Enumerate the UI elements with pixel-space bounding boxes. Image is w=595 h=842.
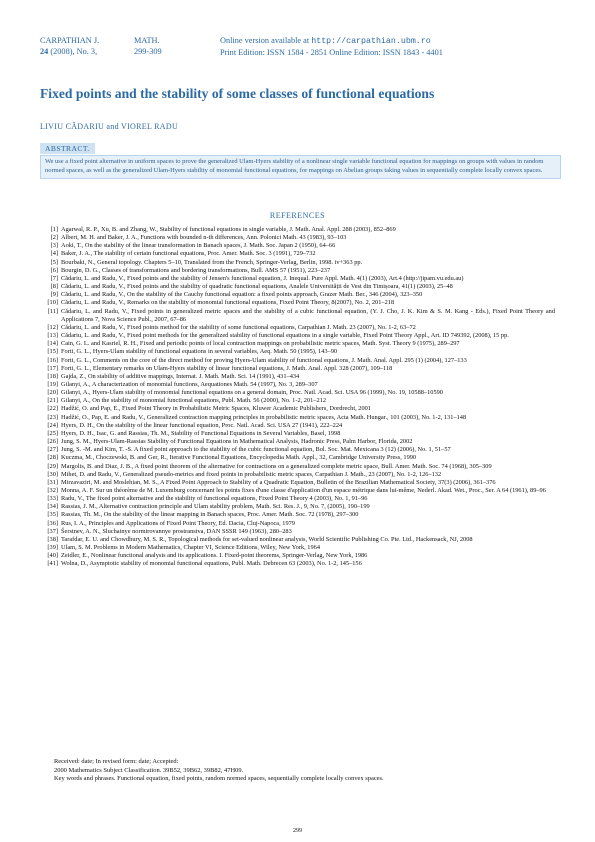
reference-number: [17] (47, 364, 58, 372)
reference-number: [24] (47, 421, 58, 429)
reference-text: Rassias, Th. M., On the stability of the linear mapping in Banach spaces, Proc. Amer. Math. Soc. 72 (1978), 297–300 (61, 511, 359, 519)
paper-authors: LIVIU CĂDARIU and VIOREL RADU (40, 122, 179, 131)
reference-text: Margolis, B. and Diaz, J. B., A fixed point theorem of the alternative for contractions on a generalized complete metric space, Bull. Amer. Math. Soc. 74 (1968), 305–309 (61, 462, 492, 470)
reference-item (40, 357, 555, 365)
reference-item (40, 536, 555, 544)
reference-text: Forti, G. L., Hyers-Ulam stability of functional equations in several variables, Aeq. Math. 50 (1995), 143–90 (61, 348, 338, 356)
online-url-link[interactable]: http://carpathian.ubm.ro (311, 37, 431, 46)
reference-item (40, 324, 555, 332)
reference-text: Cădariu, L. and Radu, V., Fixed points and the stability of quadratic functional equations, Analele Universității de Vest din Timișoara, 41(1) (2003), 25–48 (61, 283, 453, 291)
reference-number: [34] (47, 503, 58, 511)
keywords-line: Key words and phrases. Functional equation, fixed points, random normed spaces, sequentially complete locally convex spaces. (54, 775, 384, 782)
reference-number: [1] (50, 226, 58, 233)
reference-item (40, 528, 555, 536)
msc-line: 2000 Mathematics Subject Classification. 39B52, 39B62, 39B82, 47H09. (54, 766, 244, 774)
reference-text: Bourgin, D. G., Classes of transformations and bordering transformations, Bull. AMS 57 (1951), 223–237 (61, 266, 331, 274)
reference-number: [39] (47, 544, 58, 552)
reference-number: [37] (47, 527, 58, 535)
reference-number: [30] (47, 470, 58, 478)
reference-text: Gilanyi, A., Hyers-Ulam stability of monomial functional equations on a general domain, Proc. Natl. Acad. Sci. USA 96 (1999), No. 19, 10588–10590 (61, 389, 443, 397)
reference-number: [19] (47, 380, 58, 388)
references-list (40, 226, 555, 569)
journal-math: MATH. (134, 36, 160, 45)
reference-item (40, 520, 555, 528)
reference-item (40, 405, 555, 413)
reference-text: Hyers, D. H., On the stability of the linear functional equation, Proc. Natl. Acad. Sci. USA 27 (1941), 222–224 (61, 421, 343, 429)
reference-number: [18] (47, 372, 58, 380)
reference-number: [11] (47, 307, 58, 315)
reference-text: Jung, S. -M. and Kim, T. -S. A fixed point approach to the stability of the cubic functional equation, Bol. Soc. Mat. Mexicana 3 (12) (2006), No. 1, 51–57 (61, 446, 451, 454)
reference-text: Rassias, J. M., Alternative contraction principle and Ulam stability problem, Math. Sci. Res. J., 9, No. 7, (2005), 190–199 (61, 503, 370, 511)
reference-text: Bourbaki, N., General topology. Chapters 5–10, Translated from the French, Springer-Verlag, Berlin, 1998. iv+363 pp. (61, 258, 363, 266)
reference-text: Hadžić, O. and Pap, E., Fixed Point Theory in Probabilistic Metric Spaces, Kluwer Academic Publishers, Dordrecht, 2001 (61, 405, 371, 413)
reference-item (40, 259, 555, 267)
reference-text: Wolna, D., Asymptotic stability of monomial functional equations, Publ. Math. Debrecen 63 (2003), No. 1-2, 145–156 (61, 560, 362, 568)
reference-number: [6] (50, 266, 58, 274)
reference-text: Cădariu, L. and Radu, V., Fixed points and the stability of Jensen's functional equation, J. Inequal. Pure Appl. Math. 4(1) (2003), Art.4 (http://jipam.vu.edu.au) (61, 274, 464, 282)
reference-text: Tarafdar, E. U. and Chowdhury, M. S. R., Topological methods for set-valued nonlinear analysis, World Scientific Publishing Co. Pte. Ltd., Hackensack, NJ, 2008 (61, 535, 473, 543)
reference-item (40, 226, 555, 234)
reference-item (40, 267, 555, 275)
print-edition: Print Edition: ISSN 1584 - 2851 Online Edition: ISSN 1843 - 4401 (220, 48, 443, 57)
reference-number: [8] (50, 283, 58, 291)
reference-item (40, 348, 555, 356)
reference-number: [15] (47, 348, 58, 356)
abstract-text: We use a fixed point alternative in uniform spaces to prove the generalized Ulam-Hyers stability of a nonlinear single variable functional equation for mappings on groups with values in random normed spaces, as well as the generalized Ulam-Hyers stability of monomial functional equations, for mappings on Abelian groups taking values in sequentially complete locally convex spaces. (40, 155, 561, 179)
reference-text: Gilanyi, A., On the stability of monomial functional equations, Publ. Math. 56 (2000), No. 1-2, 201–212 (61, 397, 326, 405)
reference-item (40, 275, 555, 283)
online-prefix: Online version available at (220, 36, 310, 45)
reference-number: [16] (47, 356, 58, 364)
reference-number: [31] (47, 478, 58, 486)
volume-number: 24 (40, 47, 49, 56)
reference-text: Hadžić, O., Pap, E. and Radu, V., Generalized contraction mapping principles in probabilistic metric spaces, Acta Math. Hungar., 101 (2003), No. 1-2, 131–148 (61, 413, 467, 421)
reference-item (40, 340, 555, 348)
reference-text: Cădariu, L. and Radu, V., Fixed points method for the stability of some functional equations, Carpathian J. Math. 23 (2007), No. 1-2, 63–72 (61, 323, 416, 331)
reference-item (40, 283, 555, 291)
reference-number: [40] (47, 552, 58, 560)
reference-item (40, 414, 555, 422)
page-range: 299-309 (134, 47, 162, 56)
reference-item (40, 234, 555, 242)
reference-number: [22] (47, 405, 58, 413)
reference-text: Gilanyi, A., A characterization of monomial functions, Aequationes Math. 54 (1997), No. 3, 289–307 (61, 380, 318, 388)
reference-text: Kuczma, M., Choczewski, B. and Ger, R., Iterative Functional Equations, Encyclopedia Math. Appl., 32, Cambridge University Press, 1990 (61, 454, 417, 462)
reference-text: Agarwal, R. P., Xu, B. and Zhang, W., Stability of functional equations in single variable, J. Math. Anal. Appl. 288 (2003), 852–869 (61, 226, 396, 233)
reference-text: Ulam, S. M. Problems in Modern Mathematics, Chapter VI, Science Editions, Wiley, New York, 1964 (61, 544, 320, 552)
reference-text: Forti, G. L., Elementary remarks on Ulam-Hyers stability of linear functional equations, J. Math. Anal. Appl. 328 (2007), 109–118 (61, 364, 393, 372)
reference-text: Jung, S. M., Hyers-Ulam-Rassias Stability of Functional Equations in Mathematical Analysis, Hadronic Press, Palm Harbor, Florida, 2002 (61, 438, 413, 446)
reference-number: [3] (50, 242, 58, 250)
reference-item (40, 552, 555, 560)
paper-title: Fixed points and the stability of some classes of functional equations (40, 86, 435, 101)
reference-item (40, 463, 555, 471)
abstract-label: ABSTRACT. (40, 143, 95, 154)
edition-block (220, 35, 443, 58)
reference-item (40, 242, 555, 250)
reference-item (40, 365, 555, 373)
reference-text: Radu, V., The fixed point alternative and the stability of functional equations, Fixed Point Theory 4 (2003), No. 1, 91–96 (61, 495, 368, 503)
reference-number: [7] (50, 274, 58, 282)
reference-item (40, 308, 555, 324)
reference-item (40, 422, 555, 430)
page-number: 299 (293, 828, 302, 834)
reference-number: [21] (47, 397, 58, 405)
reference-item (40, 397, 555, 405)
reference-number: [38] (47, 535, 58, 543)
reference-number: [2] (50, 234, 58, 242)
reference-item (40, 332, 555, 340)
reference-text: Cain, G. L. and Kasriel, R. H., Fixed and periodic points of local contraction mappings on probabilistic metric spaces, Math. Syst. Theory 9 (1975), 289–297 (61, 340, 460, 348)
reference-item (40, 503, 555, 511)
reference-item (40, 389, 555, 397)
reference-number: [4] (50, 250, 58, 258)
reference-number: [12] (47, 323, 58, 331)
reference-number: [10] (47, 299, 58, 307)
reference-number: [29] (47, 462, 58, 470)
reference-item (40, 479, 555, 487)
year-issue: (2008), No. 3, (50, 47, 98, 56)
reference-text: Šerstnev, A. N., Sluchainye normirovannye prostranstva, DAN SSSR 149 (1963), 280–283 (61, 527, 292, 535)
reference-text: Cădariu, L. and Radu, V., Remarks on the stability of monomial functional equations, Fixed Point Theory, 8(2007), No. 2, 201–218 (61, 299, 395, 307)
reference-text: Cădariu, L. and Radu, V., On the stability of the Cauchy functional equation: a fixed points approach, Grazer Math. Ber., 346 (2004), 323–350 (61, 291, 423, 299)
reference-item (40, 373, 555, 381)
reference-number: [41] (47, 560, 58, 568)
reference-item (40, 487, 555, 495)
reference-text: Mirzavaziri, M. and Moslehian, M. S., A Fixed Point Approach to Stability of a Quadratic Equation, Bulletin of the Brazilian Mathematical Society, 37(3) (2006), 361–376 (61, 478, 496, 486)
reference-item (40, 438, 555, 446)
reference-item (40, 299, 555, 307)
reference-text: Albert, M. H. and Baker, J. A., Functions with bounded n-th differences, Ann. Polonici Math. 43 (1983), 93–103 (61, 234, 347, 242)
reference-item (40, 511, 555, 519)
reference-item (40, 471, 555, 479)
journal-math-block (134, 35, 162, 57)
reference-text: Forti, G. L., Comments on the core of the direct method for proving Hyers-Ulam stability of functional equations, J. Math. Anal. Appl. 295 (1) (2004), 127–133 (61, 356, 467, 364)
reference-number: [36] (47, 519, 58, 527)
reference-text: Mihet, D. and Radu, V., Generalized pseudo-metrics and fixed points in probabilistic metric spaces, Carpathian J. Math., 23 (2007), No. 1-2, 126–132 (61, 470, 442, 478)
reference-number: [32] (47, 487, 58, 494)
reference-number: [13] (47, 332, 58, 340)
reference-item (40, 430, 555, 438)
reference-number: [26] (47, 438, 58, 446)
received-line: Received: date; In revised form: date; Accepted: (54, 758, 179, 765)
reference-item (40, 291, 555, 299)
reference-number: [23] (47, 413, 58, 421)
journal-name-block (40, 35, 99, 57)
reference-number: [14] (47, 340, 58, 348)
reference-text: Rus, I. A., Principles and Applications of Fixed Point Theory, Ed. Dacia, Cluj-Napoca, 1979 (61, 519, 295, 527)
reference-text: Cădariu, L. and Radu, V., Fixed point methods for the generalized stability of functional equations in a single variable, Fixed Point Theory Appl., Art. ID 749392, (2008), 15 pp. (61, 332, 509, 340)
reference-text: Cădariu, L. and Radu, V., Fixed points in generalized metric spaces and the stability of a cubic functional equation, (Y. J. Cho, J. K. Kim & S. M. Kang - Eds.), Fixed Point Theory and Applications 7, Nova Science Publ., 2007, 67–86 (61, 307, 555, 323)
reference-text: Monna, A. F. Sur un théorème de M. Luxemburg concernant les points fixes d'une classe d'application d'un espace métrique dans lui-même, Nederl. Akad. Wet., Proc., Ser. A 64 (1961), 89–96 (61, 487, 546, 494)
reference-number: [9] (50, 291, 58, 299)
reference-number: [20] (47, 389, 58, 397)
references-heading: REFERENCES (269, 211, 326, 220)
reference-number: [25] (47, 429, 58, 437)
journal-name: CARPATHIAN J. (40, 36, 100, 45)
reference-item (40, 560, 555, 568)
reference-number: [28] (47, 454, 58, 462)
reference-number: [33] (47, 495, 58, 503)
reference-text: Gajda, Z., On stability of additive mappings, Internat. J. Math. Math. Sci. 14 (1991), 431–434 (61, 372, 300, 380)
reference-item (40, 495, 555, 503)
reference-text: Baker, J. A., The stability of certain functional equations, Proc. Amer. Math. Soc. 3 (1991), 729–732 (61, 250, 316, 258)
reference-item (40, 454, 555, 462)
reference-number: [35] (47, 511, 58, 519)
reference-text: Aoki, T., On the stability of the linear transformation in Banach spaces, J. Math. Soc. Japan 2 (1950), 64–66 (61, 242, 336, 250)
reference-item (40, 544, 555, 552)
footer-notes (40, 758, 555, 784)
reference-item (40, 381, 555, 389)
reference-item (40, 250, 555, 258)
reference-text: Hyers, D. H., Isac, G. and Rassias, Th. M., Stability of Functional Equations in Several Variables, Basel, 1998 (61, 429, 341, 437)
reference-item (40, 446, 555, 454)
reference-text: Zeidler, E., Nonlinear functional analysis and its applications. I. Fixed-point theorems, Springer-Verlag, New York, 1986 (61, 552, 368, 560)
reference-number: [5] (50, 258, 58, 266)
reference-number: [27] (47, 446, 58, 454)
